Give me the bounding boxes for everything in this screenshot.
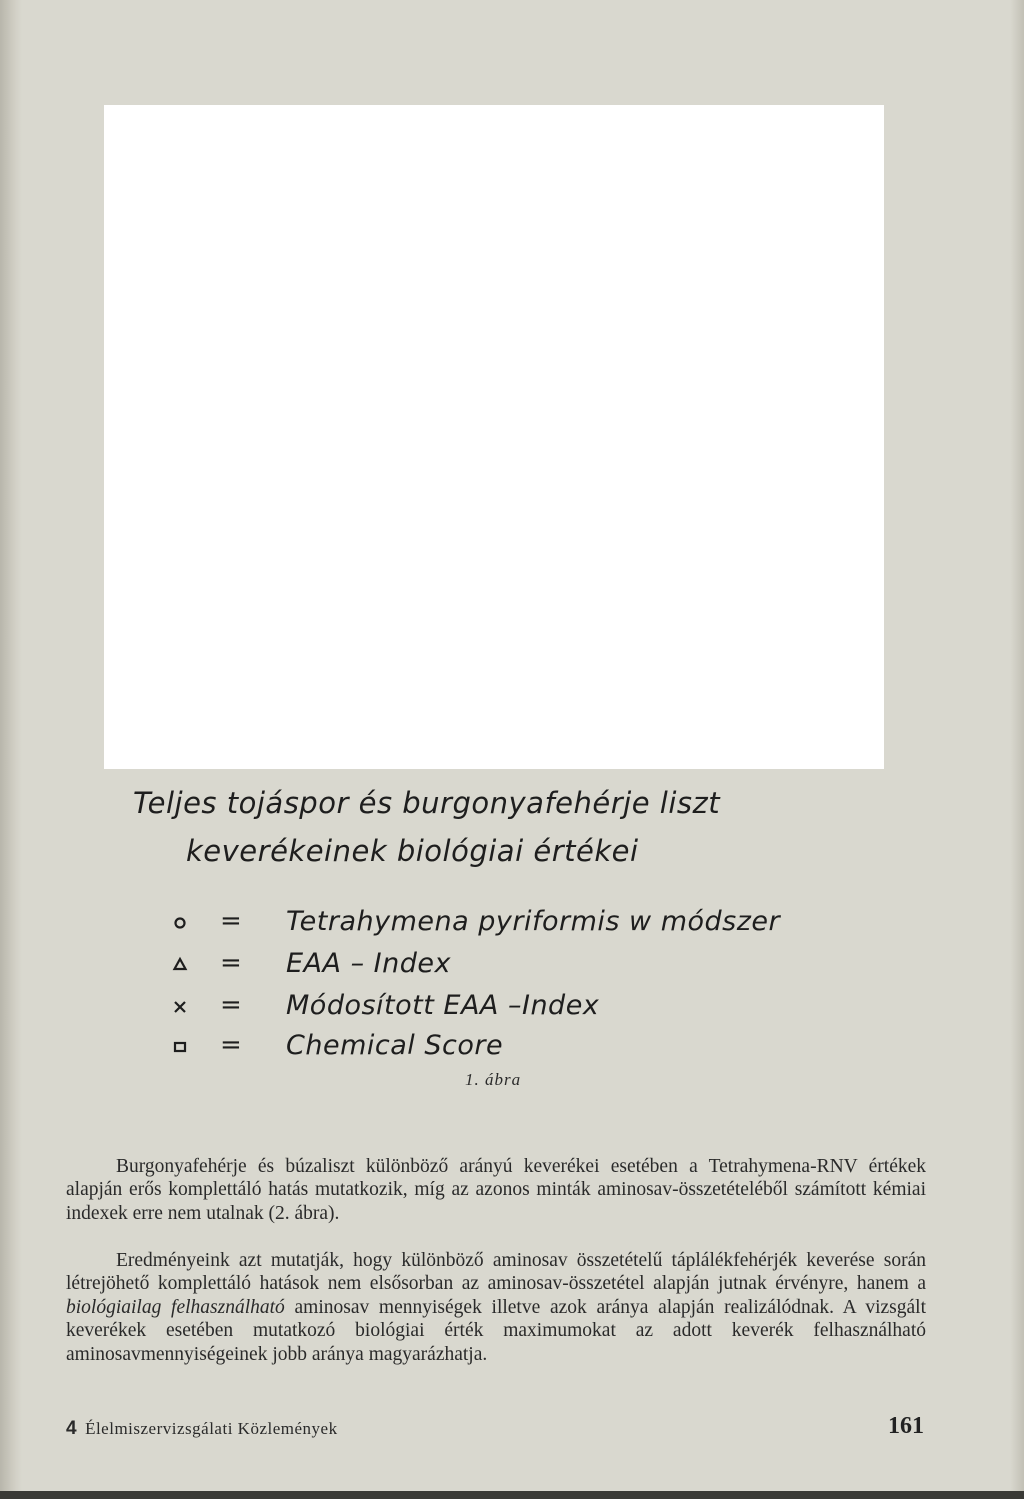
page-bottom-edge [0, 1491, 1024, 1499]
figure-title-line1: Teljes tojáspor és burgonyafehérje liszt [133, 786, 721, 820]
circle-icon [170, 912, 190, 932]
legend-equals: = [220, 906, 242, 936]
cross-icon [170, 996, 190, 1016]
square-icon [170, 1036, 190, 1056]
legend-label-chemical-score: Chemical Score [286, 1030, 504, 1061]
page-binding-edge [0, 0, 22, 1499]
page-right-edge [1010, 0, 1024, 1499]
body-paragraph-2 [66, 1249, 926, 1366]
footer-journal [66, 1418, 338, 1440]
footer-journal-name: Élelmiszervizsgálati Közlemények [85, 1419, 338, 1438]
legend-equals: = [220, 948, 242, 978]
legend-equals: = [220, 990, 242, 1020]
legend-label-eaa-index: EAA – Index [286, 948, 451, 979]
footer-issue-number: 4 [66, 1418, 78, 1439]
legend-label-modified-eaa: Módosított EAA –Index [286, 990, 600, 1021]
triangle-icon [170, 954, 190, 974]
page-number: 161 [888, 1413, 924, 1439]
paragraph2-italic-emphasis: biológiailag felhasználható [66, 1296, 285, 1318]
paragraph2-text-b: aminosav mennyiségek illetve azok aránya alapján realizálódnak. A vizsgált keverékek esetében mutatkozó biológiai érték maximumokat az adott keverék felhasználható aminosavmennyiségeinek jobb aránya magyarázhatja. [66, 1296, 926, 1365]
legend-equals: = [220, 1030, 242, 1060]
legend-label-tetrahymena: Tetrahymena pyriformis w módszer [286, 906, 781, 937]
figure-caption: 1. ábra [465, 1070, 522, 1089]
paragraph2-text-a: Eredményeink azt mutatják, hogy különböző aminosav összetételű táplálékfehérjék keverése során létrejöhető komplettáló hatások nem elsősorban az aminosav-összetétel alapján jutnak érvényre, hanem a [66, 1250, 926, 1295]
figure-title-line2: keverékeinek biológiai értékei [186, 834, 639, 868]
body-paragraph-1: Burgonyafehérje és búzaliszt különböző arányú keverékei esetében a Tetrahymena-RNV értékek alapján erős komplettáló hatás mutatkozik, míg az azonos minták aminosav-összetételéből számított kémiai indexek erre nem utalnak (2. ábra). [66, 1156, 926, 1224]
figure-blank-area [104, 105, 884, 769]
